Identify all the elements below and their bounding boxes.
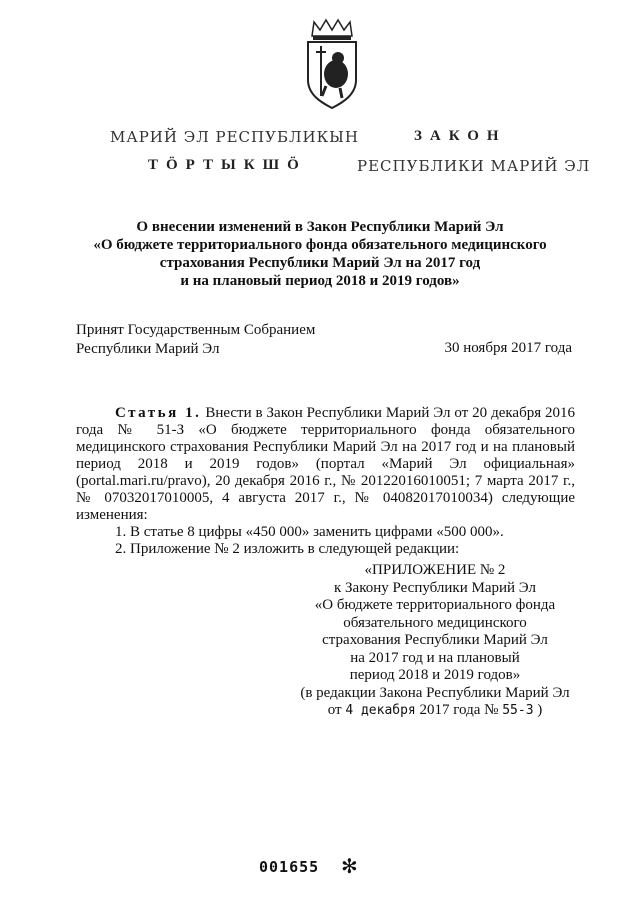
adoption-line: Принят Государственным Собранием <box>76 322 316 338</box>
appendix-line: обязательного медицинского <box>343 614 527 631</box>
header-mari-title: МАРИЙ ЭЛ РЕСПУБЛИКЫН <box>110 128 360 146</box>
appendix-line: «ПРИЛОЖЕНИЕ № 2 <box>364 562 506 578</box>
appendix-block <box>300 562 570 720</box>
appendix-line: к Закону Республики Марий Эл <box>333 579 536 596</box>
appendix-line: (в редакции Закона Республики Марий Эл <box>300 684 570 701</box>
law-title <box>80 218 560 290</box>
adoption-date: 30 ноября 2017 года <box>444 340 572 356</box>
article-item-1: 1. В статье 8 цифры «450 000» заменить цифрами «500 000». <box>115 524 504 540</box>
title-line: «О бюджете территориального фонда обязательного медицинского <box>93 237 547 253</box>
title-line: О внесении изменений в Закон Республики Марий Эл <box>136 219 504 235</box>
header-mari-subtitle: ТӦРТЫКШӦ <box>148 157 307 173</box>
article-text: Внести в Закон Республики Марий Эл от 20 декабря 2016 года № 51-З «О бюджете территориального фонда обязательного медицинского страхования Республики Марий Эл на 2017 год и на плановый период 2018 и 2019 годов» (портал «Марий Эл официальная» (portal.mari.ru/pravo), 20 декабря 2016 г., № 20122016010051; 7 марта 2017 г., № 07032017010005, 4 августа 2017 г., № 04082017010034) следующие изменения: <box>76 405 576 523</box>
article-body <box>76 405 575 558</box>
stamped-number: 55-З <box>502 703 534 718</box>
article-paragraph <box>76 405 575 524</box>
appendix-line: «О бюджете территориального фонда <box>314 597 556 613</box>
title-line: страхования Республики Марий Эл на 2017 год <box>159 255 481 271</box>
appendix-edition-line: от 4 декабря 2017 года № 55-З ) <box>327 702 543 718</box>
appendix-line: страхования Республики Марий Эл <box>322 632 548 648</box>
coat-of-arms-emblem <box>300 16 364 112</box>
header-law-title: ЗАКОН <box>414 128 507 144</box>
article-item-2: 2. Приложение № 2 изложить в следующей редакции: <box>115 541 460 557</box>
stamped-date: 4 декабря <box>345 703 416 718</box>
appendix-line: на 2017 год и на плановый <box>350 649 520 666</box>
header-republic-subtitle: РЕСПУБЛИКИ МАРИЙ ЭЛ <box>357 157 591 175</box>
document-serial-number: 001655 <box>259 858 320 876</box>
adoption-line: Республики Марий Эл <box>76 341 220 357</box>
article-label: Статья 1. <box>115 405 202 421</box>
appendix-line: период 2018 и 2019 годов» <box>349 667 521 683</box>
title-line: и на плановый период 2018 и 2019 годов» <box>180 273 460 289</box>
asterisk-mark-icon: ✻ <box>341 856 358 878</box>
adoption-block <box>76 321 315 359</box>
